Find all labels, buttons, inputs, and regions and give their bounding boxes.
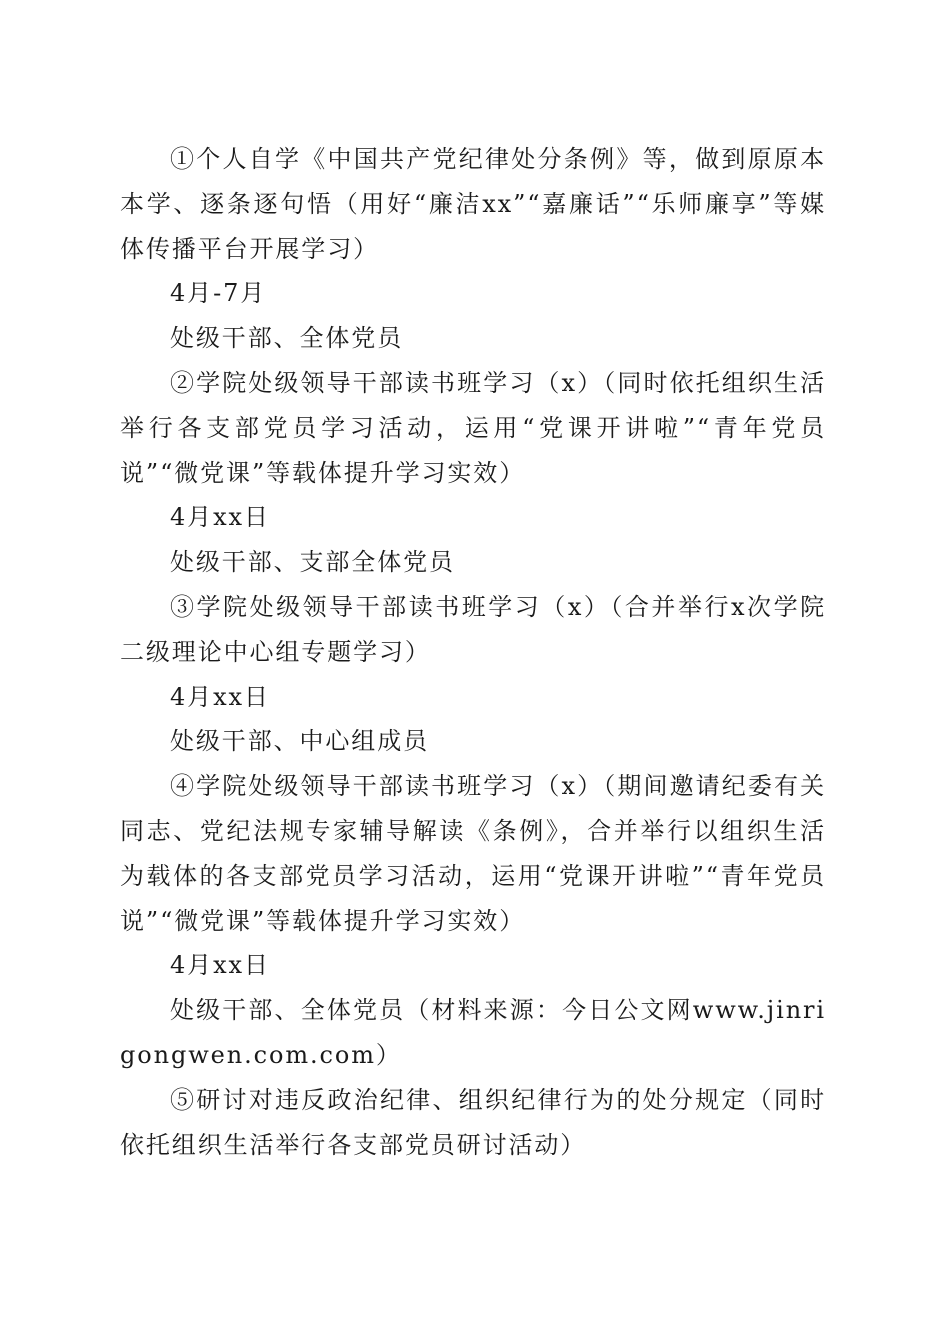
paragraph-date-1: 4月-7月 <box>170 279 267 308</box>
paragraph-study-item-3: ③学院处级领导干部读书班学习（x）（合并举行x次学院二级理论中心组专题学习） <box>120 592 826 666</box>
paragraph-participants-1: 处级干部、全体党员 <box>170 324 404 353</box>
paragraph-study-item-5: ⑤研讨对违反政治纪律、组织纪律行为的处分规定（同时依托组织生活举行各支部党员研讨活动） <box>120 1085 826 1159</box>
paragraph-participants-2: 处级干部、支部全体党员 <box>170 548 455 577</box>
paragraph-study-item-2: ②学院处级领导干部读书班学习（x）（同时依托组织生活举行各支部党员学习活动，运用“党课开讲啦”“青年党员说”“微党课”等载体提升学习实效） <box>120 368 826 487</box>
paragraph-participants-3: 处级干部、中心组成员 <box>170 727 429 756</box>
document-body <box>120 137 826 1167</box>
paragraph-participants-4: 处级干部、全体党员（材料来源：今日公文网www.jinrigongwen.com.com） <box>120 996 826 1069</box>
paragraph-date-2: 4月xx日 <box>170 503 270 532</box>
paragraph-date-3: 4月xx日 <box>170 682 270 711</box>
paragraph-date-4: 4月xx日 <box>170 951 270 980</box>
paragraph-study-item-4: ④学院处级领导干部读书班学习（x）（期间邀请纪委有关同志、党纪法规专家辅导解读《条例》，合并举行以组织生活为载体的各支部党员学习活动，运用“党课开讲啦”“青年党员说”“微党课”等载体提升学习实效） <box>120 772 826 935</box>
paragraph-study-item-1: ①个人自学《中国共产党纪律处分条例》等，做到原原本本学、逐条逐句悟（用好“廉洁xx”“嘉廉话”“乐师廉享”等媒体传播平台开展学习） <box>120 145 826 263</box>
